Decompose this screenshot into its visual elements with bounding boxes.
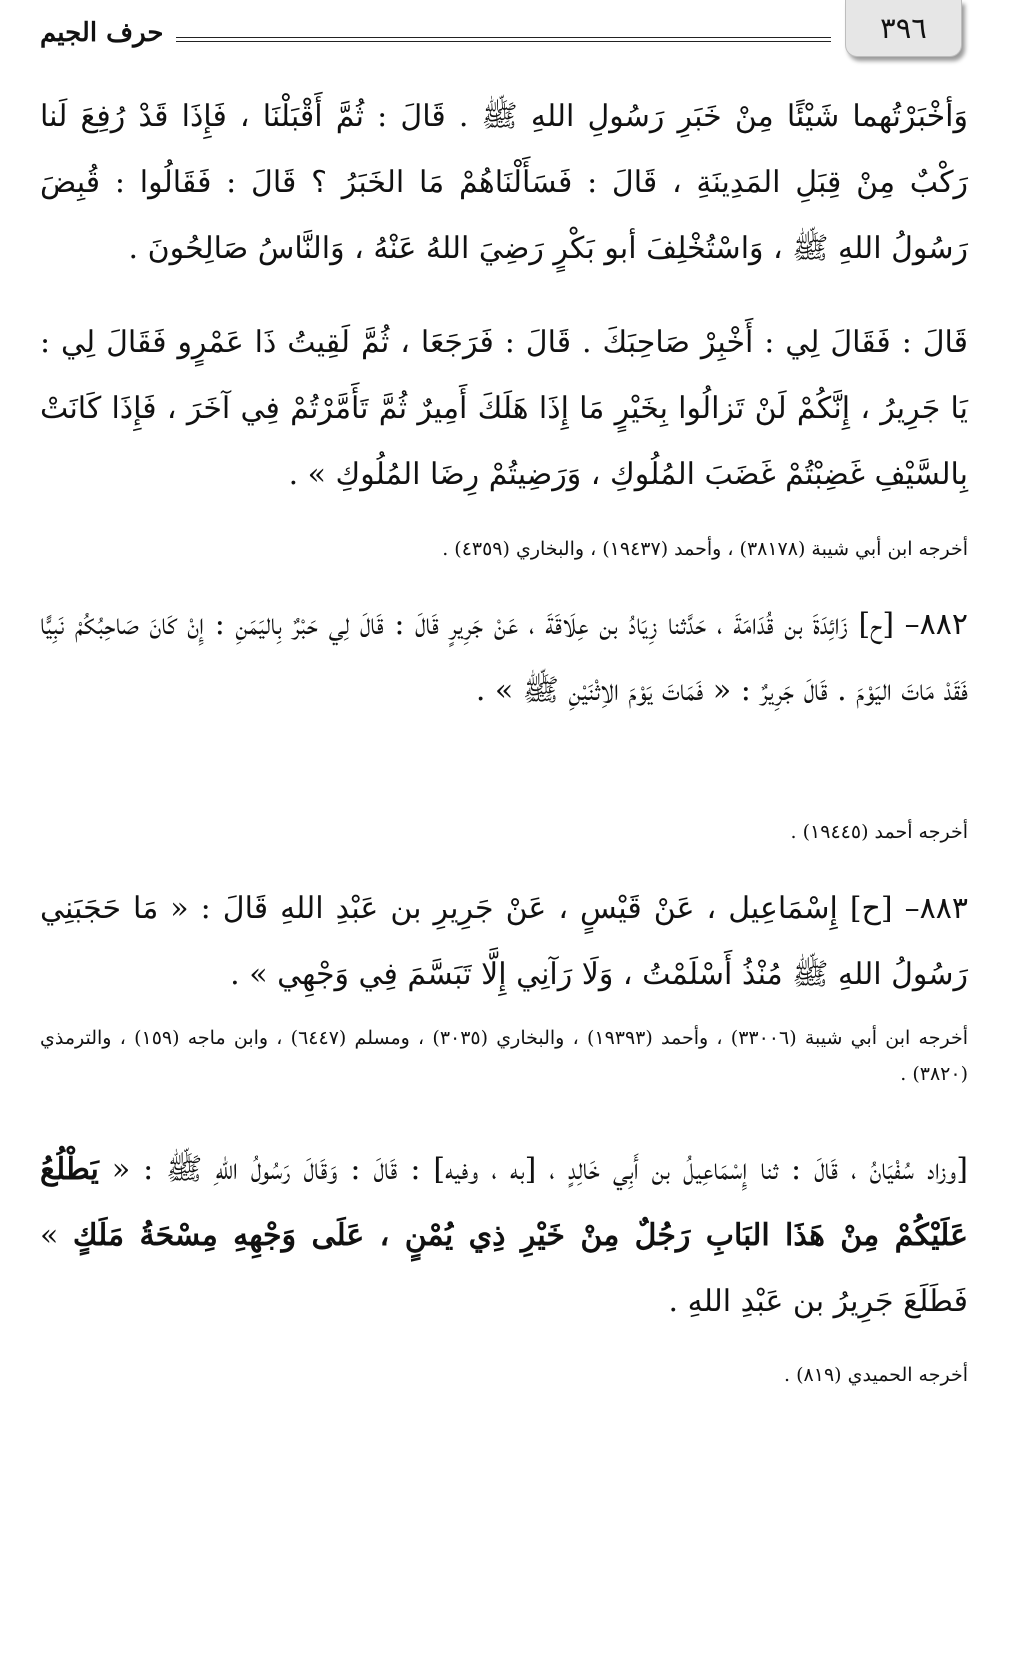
footnote-3: أخرجه ابن أبي شيبة (٣٣٠٠٦) ، وأحمد (١٩٣٩٣) ، والبخاري (٣٠٣٥) ، ومسلم (٦٤٤٧) ، وابن ماجه (١٥٩) ، والترمذي (٣٨٢٠) .	[40, 1027, 968, 1085]
page-number: ٣٩٦	[845, 0, 962, 57]
hadith-883: ٨٨٣– [ح] إِسْمَاعِيل ، عَنْ قَيْسٍ ، عَنْ جَرِيرِ بن عَبْدِ اللهِ قَالَ : « مَا حَجَبَنِي رَسُولُ اللهِ ﷺ مُنْذُ أَسْلَمْتُ ، وَلَا رَآنِي إِلَّا تَبَسَّمَ فِي وَجْهِي » .	[40, 891, 968, 992]
addition-bold-quote: يَطْلُعُ عَلَيْكُمْ مِنْ هَذَا البَابِ رَجُلٌ مِنْ خَيْرِ ذِي يُمْنٍ ، عَلَى وَجْهِهِ مِسْحَةُ مَلَكٍ	[40, 1152, 969, 1253]
chapter-title: حرف الجيم	[40, 18, 164, 48]
paragraph-1: وَأخْبَرْتُهما شَيْئًا مِنْ خَبَرِ رَسُولِ اللهِ ﷺ . قَالَ : ثُمَّ أَقْبَلْنَا ، فَإِذَا قَدْ رُفِعَ لَنا رَكْبٌ مِنْ قِبَلِ المَدِينَةِ ، قَالَ : فَسَأَلْنَاهُمْ مَا الخَبَرُ ؟ قَالَ : فَقَالُوا : قُبِضَ رَسُولُ اللهِ ﷺ ، وَاسْتُخْلِفَ أبو بَكْرٍ رَضِيَ اللهُ عَنْهُ ، وَالنَّاسُ صَالِحُونَ .	[40, 99, 968, 266]
paragraph-2: قَالَ : فَقَالَ لِي : أَخْبِرْ صَاحِبَكَ . قَالَ : فَرَجَعَا ، ثُمَّ لَقِيتُ ذَا عَمْرٍو فَقَالَ لِي : يَا جَرِيرُ ، إِنَّكُمْ لَنْ تَزالُوا بِخَيْرٍ مَا إِذَا هَلَكَ أَمِيرٌ ثُمَّ تَأَمَّرْتُمْ فِي آخَرَ ، فَإِذَا كَانَتْ بِالسَّيْفِ غَضِبْتُمْ غَضَبَ المُلُوكِ ، وَرَضِيتُمْ رِضَا المُلُوكِ » .	[40, 325, 968, 492]
footnote-4: أخرجه الحميدي (٨١٩) .	[784, 1364, 968, 1386]
header-rule	[176, 37, 831, 42]
paragraph-addition	[40, 1137, 968, 1335]
addition-text-after: » فَطَلَعَ جَرِيرُ بن عَبْدِ اللهِ .	[40, 1218, 968, 1319]
hadith-882: ٨٨٢– [ح] زَائِدَةَ بن قُدَامَةَ ، حَدَّثنا زِيَادُ بن عِلَاقَةَ ، عَنْ جَرِيرٍ قَالَ : قَالَ لِي حَبْرٌ بِاليَمَنِ : إِنْ كَانَ صَاحِبُكُمْ نَبِيًّا فَقَدْ مَاتَ اليَوْمَ . قَالَ جَرِيرٌ : « فَمَاتَ يَوْمَ الاِثْنَيْنِ ﷺ » .	[40, 607, 968, 708]
footnote-1: أخرجه ابن أبي شيبة (٣٨١٧٨) ، وأحمد (١٩٤٣٧) ، والبخاري (٤٣٥٩) .	[442, 538, 968, 560]
footnote-2: أخرجه أحمد (١٩٤٤٥) .	[790, 821, 968, 843]
addition-text-before: [وزاد سُفْيَانُ ، قَالَ : ثنا إِسْمَاعِيلُ بن أَبِي خَالِدٍ ، [به ، وفيه] : قَالَ : وَقَالَ رَسُولُ اللهِ ﷺ : «	[98, 1152, 968, 1187]
